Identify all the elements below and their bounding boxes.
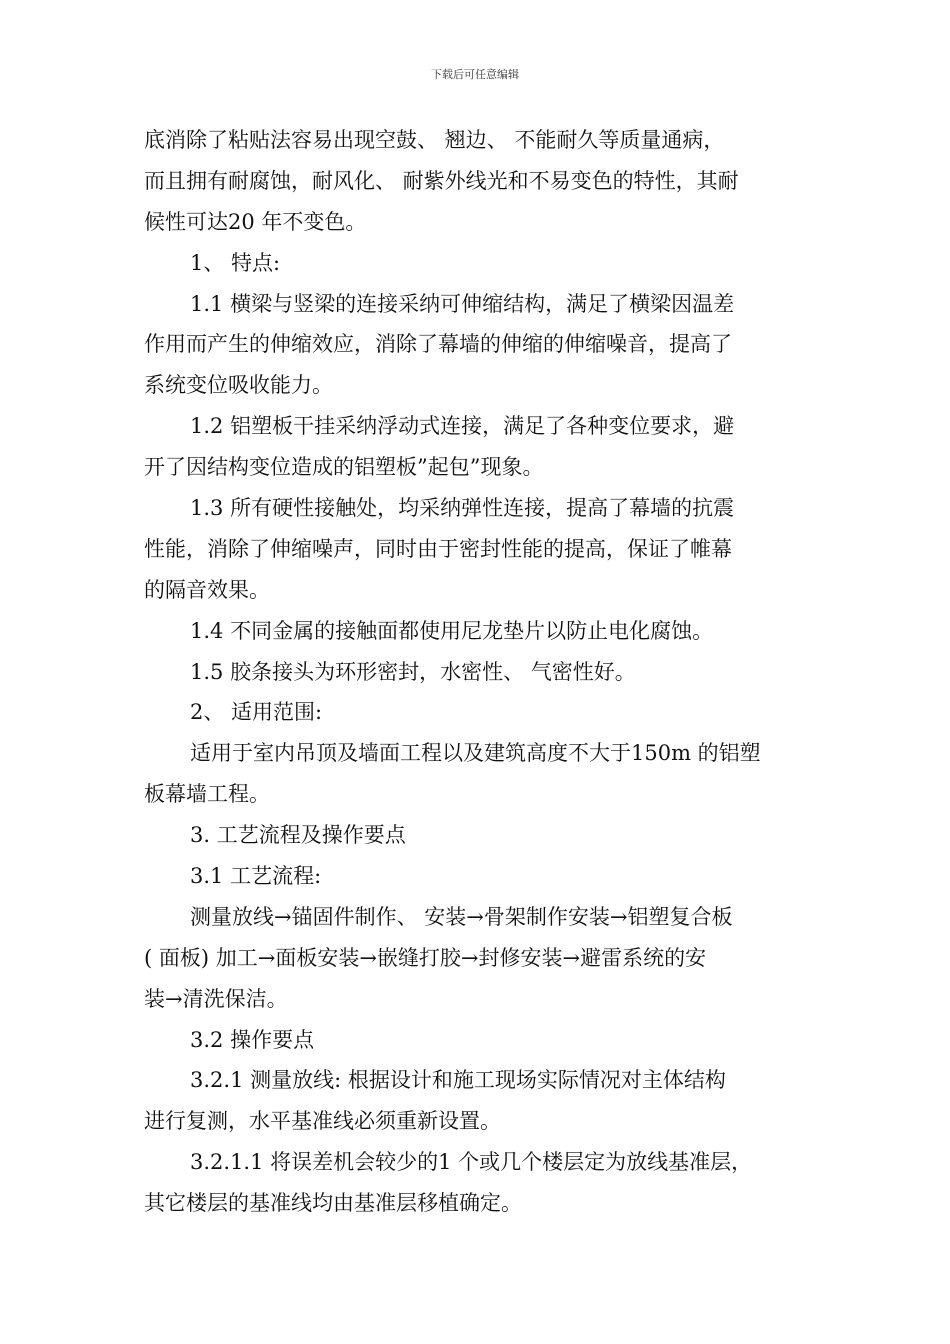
text-line: 进行复测，水平基准线必须重新设置。: [144, 1109, 501, 1134]
text-line: 1.1 横梁与竖梁的连接采纳可伸缩结构，满足了横梁因温差: [190, 291, 735, 316]
text-line: 而且拥有耐腐蚀，耐风化、 耐紫外线光和不易变色的特性，其耐: [144, 168, 739, 193]
text-line: 适用于室内吊顶及墙面工程以及建筑高度不大于150m 的铝塑: [190, 741, 761, 766]
text-line: 2、 适用范围:: [190, 700, 323, 725]
text-line: 系统变位吸收能力。: [144, 373, 333, 398]
text-line: 板幕墙工程。: [144, 782, 270, 807]
text-line: 3.2.1 测量放线: 根据设计和施工现场实际情况对主体结构: [190, 1068, 726, 1093]
text-line: 的隔音效果。: [144, 577, 270, 602]
text-line: ( 面板) 加工→面板安装→嵌缝打胶→封修安装→避雷系统的安: [144, 945, 707, 970]
text-line: 作用而产生的伸缩效应，消除了幕墙的伸缩的伸缩噪音，提高了: [144, 332, 732, 357]
text-line: 测量放线→锚固件制作、 安装→骨架制作安装→铝塑复合板: [190, 904, 733, 929]
text-line: 1.3 所有硬性接触处，均采纳弹性连接，提高了幕墙的抗震: [190, 496, 735, 521]
page-header: 下载后可任意编辑: [431, 68, 519, 81]
text-line: 1.2 铝塑板干挂采纳浮动式连接，满足了各种变位要求，避: [190, 414, 735, 439]
text-line: 3.2 操作要点: [190, 1027, 315, 1052]
text-line: 1.5 胶条接头为环形密封，水密性、 气密性好。: [190, 659, 636, 684]
text-line: 性能，消除了伸缩噪声，同时由于密封性能的提高，保证了帷幕: [144, 536, 732, 561]
text-line: 1、 特点:: [190, 250, 281, 275]
text-line: 3.1 工艺流程:: [190, 864, 322, 889]
text-line: 3.2.1.1 将误差机会较少的1 个或几个楼层定为放线基准层，: [190, 1150, 753, 1175]
text-line: 3. 工艺流程及操作要点: [190, 823, 406, 848]
document-body: [144, 120, 814, 1224]
text-line: 装→清洗保洁。: [144, 986, 288, 1011]
text-line: 开了因结构变位造成的铝塑板”起包”现象。: [144, 455, 544, 480]
text-line: 1.4 不同金属的接触面都使用尼龙垫片以防止电化腐蚀。: [190, 618, 714, 643]
text-line: 其它楼层的基准线均由基准层移植确定。: [144, 1191, 522, 1216]
text-line: 候性可达20 年不变色。: [144, 209, 367, 234]
text-line: 底消除了粘贴法容易出现空鼓、 翘边、 不能耐久等质量通病，: [144, 128, 725, 152]
